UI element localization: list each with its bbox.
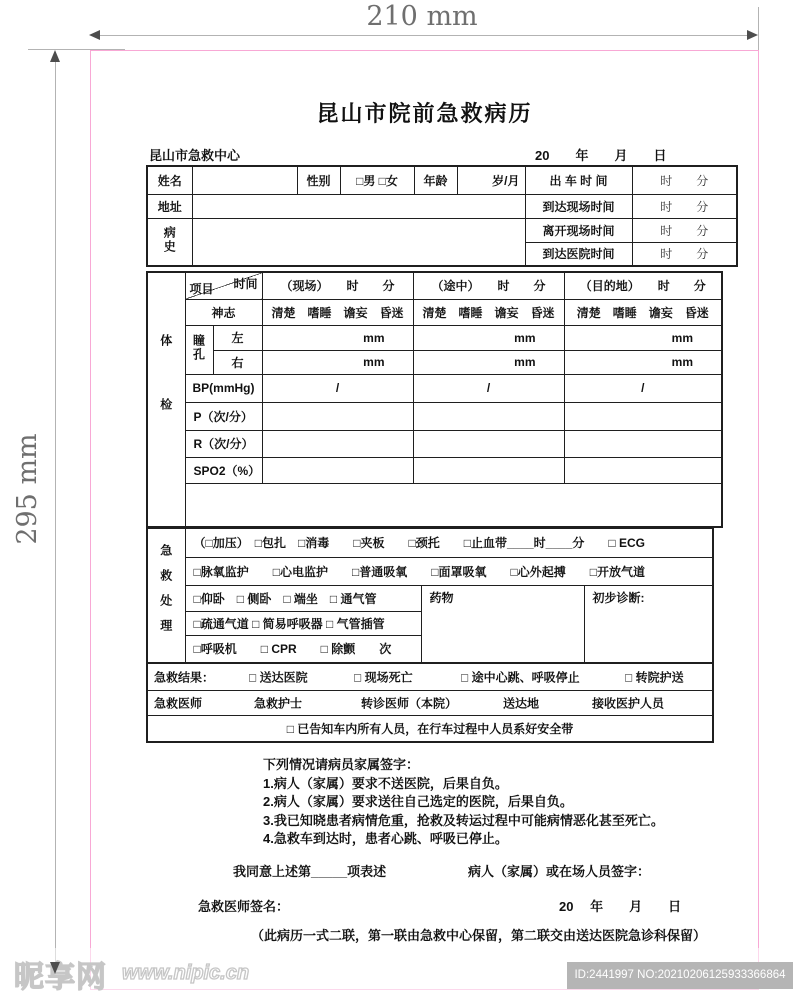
- site-url: www.nipic.cn: [122, 962, 250, 984]
- staff-destination-label: 送达地: [503, 696, 540, 710]
- leave-scene-value[interactable]: 时 分: [632, 218, 737, 242]
- gender-label: 性别: [297, 166, 340, 194]
- gender-checkboxes[interactable]: □男 □女: [340, 166, 414, 194]
- image-id-badge: ID:2441997 NO:20210206125933366864: [567, 962, 793, 989]
- pupil-left-scene-cell[interactable]: mm: [262, 325, 413, 350]
- corner-time-label: 时间: [233, 277, 258, 291]
- destination-column-header: （目的地） 时 分: [564, 272, 722, 299]
- bp-scene-cell[interactable]: /: [262, 374, 413, 402]
- patient-info-table: [146, 165, 738, 267]
- family-sign-prompt[interactable]: 病人（家属）或在场人员签字：: [468, 864, 651, 879]
- history-label: 病史: [147, 218, 192, 266]
- result-table: [146, 662, 714, 743]
- vitals-table: [146, 271, 723, 528]
- height-dimension-line: [55, 52, 56, 970]
- bp-destination-cell[interactable]: /: [564, 374, 722, 402]
- result-option-scene-death[interactable]: □ 现场死亡: [354, 670, 413, 685]
- height-dimension-label: 295 mm: [12, 433, 43, 545]
- staff-receiver-label: 接收医护人员: [592, 696, 665, 710]
- spo2-label: SPO2（%）: [185, 457, 262, 483]
- agree-statement: 我同意上述第_____项表述: [233, 864, 387, 879]
- treatment-row-3[interactable]: □仰卧 □ 侧卧 □ 端坐 □ 通气管: [185, 585, 421, 611]
- staff-doctor-label: 急救医师: [154, 696, 203, 710]
- spo2-transit-cell[interactable]: [413, 457, 564, 483]
- consent-intro: 下列情况请病员家属签字：: [263, 757, 420, 772]
- doctor-sign-label[interactable]: 急救医师签名：: [198, 899, 290, 914]
- treatment-table: [146, 527, 714, 664]
- pupil-right-destination-cell[interactable]: mm: [564, 350, 722, 374]
- consent-item-1: 1.病人（家属）要求不送医院，后果自负。: [263, 775, 508, 791]
- org-name: 昆山市急救中心: [149, 148, 241, 163]
- treatment-row-5[interactable]: □呼吸机 □ CPR □ 除颤 次: [185, 635, 421, 663]
- pupil-right-transit-cell[interactable]: mm: [413, 350, 564, 374]
- result-label: 急救结果：: [154, 670, 215, 685]
- header-date: 20 年 月 日: [535, 148, 667, 163]
- age-label: 年龄: [414, 166, 457, 194]
- arrowhead-left-icon: [89, 30, 100, 40]
- result-option-cardiac-arrest[interactable]: □ 途中心跳、呼吸停止: [461, 670, 580, 685]
- transit-column-header: （途中） 时 分: [413, 272, 564, 299]
- staff-row: [147, 690, 713, 715]
- consciousness-options-transit[interactable]: 清楚 嗜睡 谵妄 昏迷: [413, 299, 564, 325]
- pulse-label: P（次/分）: [185, 402, 262, 430]
- history-value-cell[interactable]: [192, 218, 525, 266]
- pupil-right-scene-cell[interactable]: mm: [262, 350, 413, 374]
- bp-label: BP(mmHg): [185, 374, 262, 402]
- staff-nurse-label: 急救护士: [254, 696, 303, 710]
- width-dimension-line: [92, 35, 756, 36]
- corner-item-label: 项目: [189, 281, 214, 296]
- consent-item-2: 2.病人（家属）要求送往自己选定的医院，后果自负。: [263, 794, 573, 809]
- pulse-transit-cell[interactable]: [413, 402, 564, 430]
- name-label: 姓名: [147, 166, 192, 194]
- scene-column-header: （现场） 时 分: [262, 272, 413, 299]
- arrive-scene-label: 到达现场时间: [525, 194, 632, 218]
- arrowhead-up-icon: [50, 50, 60, 62]
- diagnosis-cell[interactable]: 初步诊断:: [584, 585, 713, 663]
- pupil-right-label: 右: [213, 350, 262, 374]
- dispatch-time-label: 出 车 时 间: [525, 166, 632, 194]
- resp-scene-cell[interactable]: [262, 430, 413, 457]
- treatment-row-1[interactable]: （□加压） □包扎 □消毒 □夹板 □颈托 □止血带____时____分 □ ECG: [185, 528, 713, 557]
- time-item-corner-cell: [185, 272, 262, 299]
- resp-destination-cell[interactable]: [564, 430, 722, 457]
- pupil-left-destination-cell[interactable]: mm: [564, 325, 722, 350]
- site-logo: 昵享网: [14, 961, 107, 993]
- pupil-label: 瞳孔: [185, 325, 213, 374]
- resp-transit-cell[interactable]: [413, 430, 564, 457]
- arrive-scene-value[interactable]: 时 分: [632, 194, 737, 218]
- address-label: 地址: [147, 194, 192, 218]
- consent-block: [263, 756, 664, 849]
- resp-label: R（次/分）: [185, 430, 262, 457]
- exam-notes-cell[interactable]: [185, 483, 722, 527]
- consciousness-label: 神志: [185, 299, 262, 325]
- arrowhead-down-icon: [50, 962, 60, 974]
- spo2-scene-cell[interactable]: [262, 457, 413, 483]
- spo2-destination-cell[interactable]: [564, 457, 722, 483]
- pulse-scene-cell[interactable]: [262, 402, 413, 430]
- form-page: [90, 50, 759, 990]
- result-option-hospital[interactable]: □ 送达医院: [249, 670, 308, 685]
- sign-date: 20 年 月 日: [559, 899, 682, 914]
- bp-transit-cell[interactable]: /: [413, 374, 564, 402]
- name-value-cell[interactable]: [192, 166, 297, 194]
- page-title: 昆山市院前急救病历: [316, 101, 533, 126]
- arrowhead-right-icon: [747, 30, 758, 40]
- dispatch-time-value[interactable]: 时 分: [632, 166, 737, 194]
- treatment-row-4[interactable]: □疏通气道 □ 简易呼吸器 □ 气管插管: [185, 611, 421, 635]
- result-option-transfer[interactable]: □ 转院护送: [625, 670, 684, 685]
- consciousness-options-destination[interactable]: 清楚 嗜睡 谵妄 昏迷: [564, 299, 722, 325]
- exam-section-label: 体检: [147, 272, 185, 527]
- arrive-hospital-label: 到达医院时间: [525, 242, 632, 266]
- pupil-left-transit-cell[interactable]: mm: [413, 325, 564, 350]
- seatbelt-row[interactable]: □ 已告知车内所有人员，在行车过程中人员系好安全带: [147, 715, 713, 742]
- consent-item-3: 3.我已知晓患者病情危重，抢救及转运过程中可能病情恶化甚至死亡。: [263, 812, 664, 828]
- result-row: [147, 663, 713, 690]
- consciousness-options-scene[interactable]: 清楚 嗜睡 谵妄 昏迷: [262, 299, 413, 325]
- leave-scene-label: 离开现场时间: [525, 218, 632, 242]
- treatment-row-2[interactable]: □脉氧监护 □心电监护 □普通吸氧 □面罩吸氧 □心外起搏 □开放气道: [185, 557, 713, 585]
- consent-item-4: 4.急救车到达时，患者心跳、呼吸已停止。: [263, 831, 508, 846]
- address-value-cell[interactable]: [192, 194, 525, 218]
- arrive-hospital-value[interactable]: 时 分: [632, 242, 737, 266]
- copies-note: （此病历一式二联，第一联由急救中心保留，第二联交由送达医院急诊科保留）: [251, 928, 707, 943]
- drugs-cell[interactable]: 药物: [421, 585, 584, 663]
- pupil-left-label: 左: [213, 325, 262, 350]
- staff-referral-doctor-label: 转诊医师（本院）: [361, 696, 458, 710]
- treatment-section-label: 急救处理: [147, 528, 185, 663]
- width-dimension-label: 210 mm: [366, 1, 478, 32]
- watermark-bar: [0, 948, 793, 993]
- pulse-destination-cell[interactable]: [564, 402, 722, 430]
- age-unit[interactable]: 岁/月: [457, 166, 525, 194]
